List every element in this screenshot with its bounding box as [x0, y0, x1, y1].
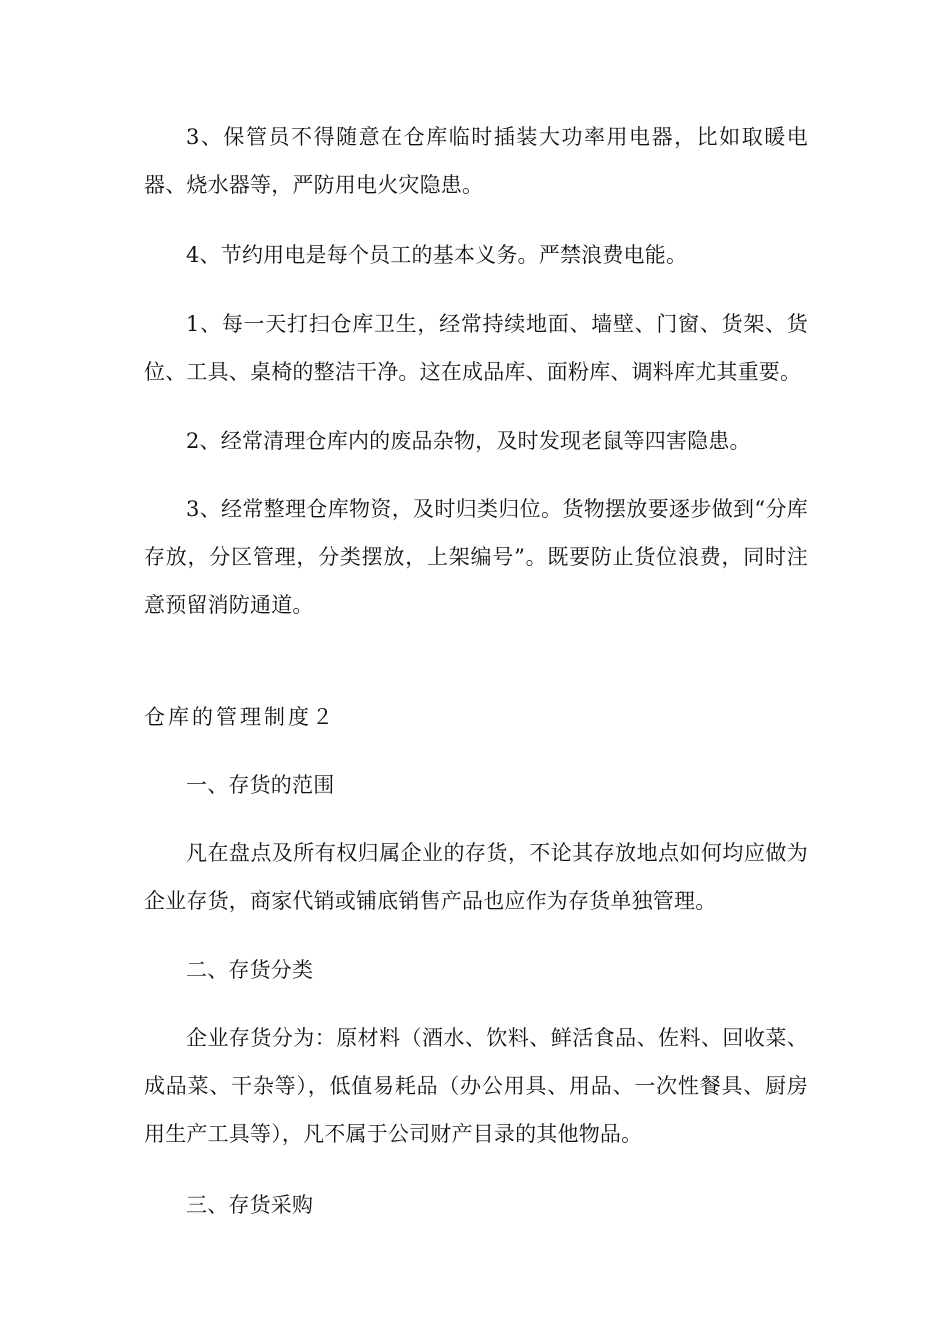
paragraph-daily-cleaning: 1、每一天打扫仓库卫生，经常持续地面、墙壁、门窗、货架、货位、工具、桌椅的整洁干净。这在成品库、面粉库、调料库尤其重要。	[144, 312, 808, 384]
subheading-inventory-scope: 一、存货的范围	[186, 773, 335, 797]
paragraph-save-electricity: 4、节约用电是每个员工的基本义务。严禁浪费电能。	[186, 243, 688, 267]
subheading-inventory-purchase: 三、存货采购	[186, 1193, 314, 1217]
section-title: 仓库的管理制度２	[144, 705, 336, 729]
paragraph-organize-goods: 3、经常整理仓库物资，及时归类归位。货物摆放要逐步做到“分库存放，分区管理，分类摆放，上架编号”。既要防止货位浪费，同时注意预留消防通道。	[144, 497, 808, 617]
subheading-inventory-classification: 二、存货分类	[186, 958, 314, 982]
paragraph-clear-waste: 2、经常清理仓库内的废品杂物，及时发现老鼠等四害隐患。	[186, 429, 751, 453]
paragraph-inventory-classification: 企业存货分为：原材料（酒水、饮料、鲜活食品、佐料、回收菜、成品菜、干杂等），低值易耗品（办公用具、用品、一次性餐具、厨房用生产工具等），凡不属于公司财产目录的其他物品。	[144, 1026, 808, 1146]
paragraph-electric-appliances: 3、保管员不得随意在仓库临时插装大功率用电器，比如取暖电器、烧水器等，严防用电火灾隐患。	[144, 125, 808, 197]
paragraph-inventory-scope: 凡在盘点及所有权归属企业的存货，不论其存放地点如何均应做为企业存货，商家代销或铺底销售产品也应作为存货单独管理。	[144, 841, 808, 913]
